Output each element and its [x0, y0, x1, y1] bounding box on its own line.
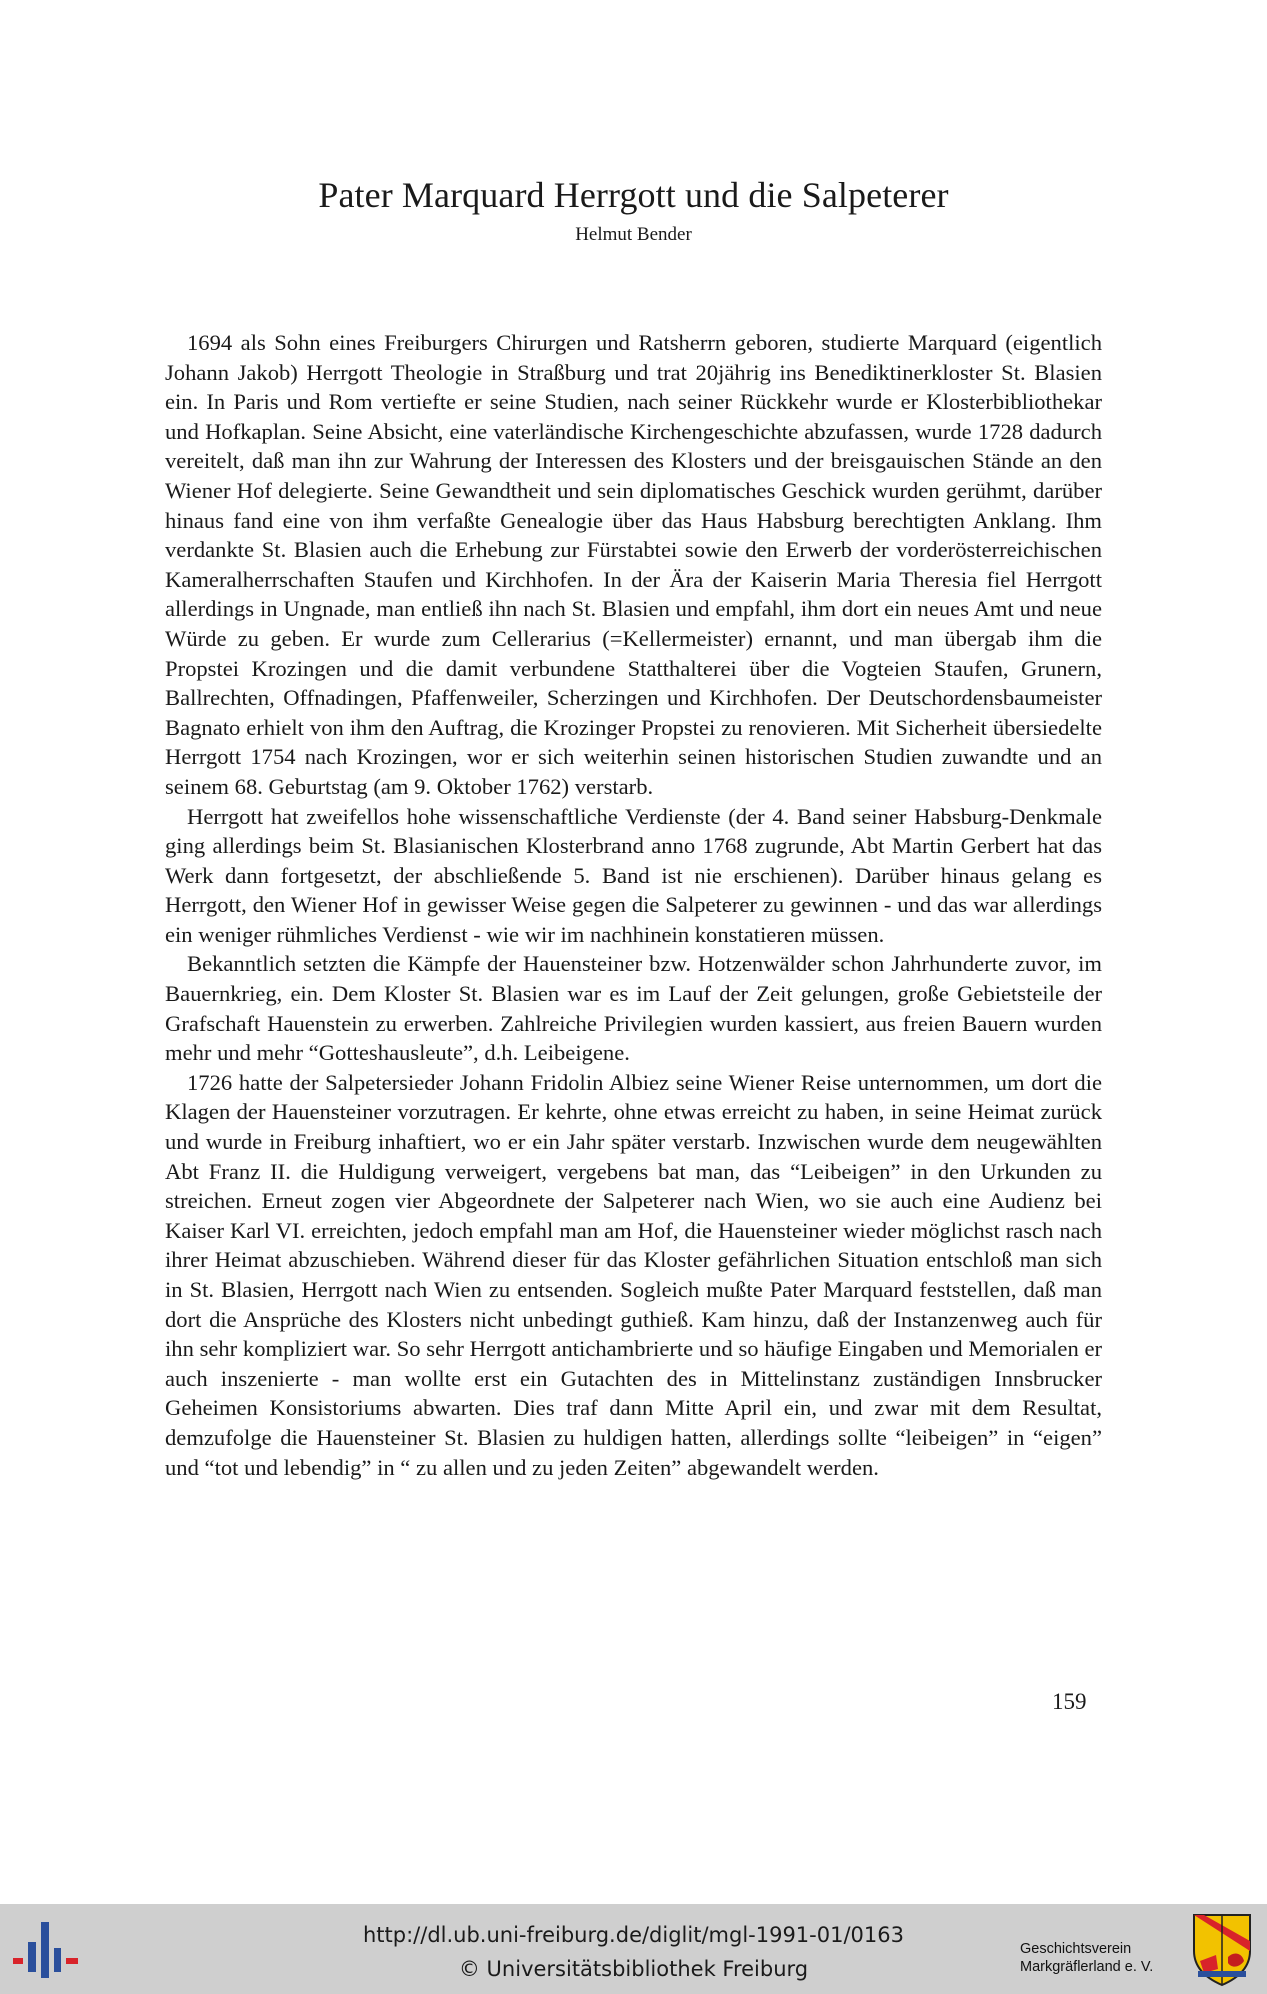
coat-of-arms-icon	[1190, 1911, 1254, 1987]
society-name-line1: Geschichtsverein	[1020, 1941, 1132, 1957]
society-name-line2: Markgräflerland e. V.	[1020, 1959, 1154, 1975]
paragraph-3: Bekanntlich setzten die Kämpfe der Hauensteiner bzw. Hotzenwälder schon Jahrhunderte zuvor, im Bauernkrieg, ein. Dem Kloster St. Blasien war es im Lauf der Zeit gelungen, große Gebietsteile der Grafschaft Hauenstein zu erwerben. Zahlreiche Privilegien wurden kassiert, aus freien Bauern wurden mehr und mehr “Gotteshausleute”, d.h. Leibeigene.	[165, 951, 1102, 1066]
page-number: 159	[1052, 1689, 1087, 1714]
paragraph-1: 1694 als Sohn eines Freiburgers Chirurgen und Ratsherrn geboren, studierte Marquard (eigentlich Johann Jakob) Herrgott Theologie in Straßburg und trat 20jährig ins Benediktinerkloster St. Blasien ein. In Paris und Rom vertiefte er seine Studien, nach seiner Rückkehr wurde er Klosterbibliothekar und Hofkaplan. Seine Absicht, eine vaterländische Kirchengeschichte abzufassen, wurde 1728 dadurch vereitelt, daß man ihn zur Wahrung der Interessen des Klosters und der breisgauischen Stände an den Wiener Hof delegierte. Seine Gewandtheit und sein diplomatisches Geschick wurden gerühmt, darüber hinaus fand eine von ihm verfaßte Genealogie über das Haus Habsburg berechtigten Anklang. Ihm verdankte St. Blasien auch die Erhebung zur Fürstabtei sowie den Erwerb der vorderösterreichischen Kameralherrschaften Staufen und Kirchhofen. In der Ära der Kaiserin Maria Theresia fiel Herrgott allerdings in Ungnade, man entließ ihn nach St. Blasien und empfahl, ihm dort ein neues Amt und neue Würde zu geben. Er wurde zum Cellerarius (=Kellermeister) ernannt, und man übergab ihm die Propstei Krozingen und die damit verbundene Statthalterei über die Vogteien Staufen, Grunern, Ballrechten, Offnadingen, Pfaffenweiler, Scherzingen und Kirchhofen. Der Deutschordensbaumeister Bagnato erhielt von ihm den Auftrag, die Krozinger Propstei zu renovieren. Mit Sicherheit übersiedelte Herrgott 1754 nach Krozingen, wor er sich weiterhin seinen historischen Studien zuwandte und an seinem 68. Geburtstag (am 9. Oktober 1762) verstarb.	[165, 330, 1102, 799]
article-author: Helmut Bender	[575, 224, 692, 245]
paragraph-2: Herrgott hat zweifellos hohe wissenschaftliche Verdienste (der 4. Band seiner Habsburg-Denkmale ging allerdings beim St. Blasianischen Klosterbrand anno 1768 zugrunde, Abt Martin Gerbert hat das Werk dann fortgesetzt, der abschließende 5. Band ist nie erschienen). Darüber hinaus gelang es Herrgott, den Wiener Hof in gewisser Weise gegen die Salpeterer zu gewinnen - und das war allerdings ein weniger rühmliches Verdienst - wie wir im nachhinein konstatieren müssen.	[165, 803, 1102, 947]
article-body	[165, 328, 1102, 1482]
source-url-link[interactable]: http://dl.ub.uni-freiburg.de/diglit/mgl-1991-01/0163	[362, 1923, 904, 1947]
article-title: Pater Marquard Herrgott und die Salpeterer	[318, 175, 949, 215]
society-name	[1020, 1940, 1185, 1976]
paragraph-4: 1726 hatte der Salpetersieder Johann Fridolin Albiez seine Wiener Reise unternommen, um dort die Klagen der Hauensteiner vorzutragen. Er kehrte, ohne etwas erreicht zu haben, in seine Heimat zurück und wurde in Freiburg inhaftiert, wo er ein Jahr später verstarb. Inzwischen wurde dem neugewählten Abt Franz II. die Huldigung verweigert, vergebens bat man, das “Leibeigen” in den Urkunden zu streichen. Erneut zogen vier Abgeordnete der Salpeterer nach Wien, wo sie auch eine Audienz bei Kaiser Karl VI. erreichten, jedoch empfahl man am Hof, die Hauensteiner wieder möglichst rasch nach ihrer Heimat abzuschieben. Während dieser für das Kloster gefährlichen Situation entschloß man sich in St. Blasien, Herrgott nach Wien zu entsenden. Sogleich mußte Pater Marquard feststellen, daß man dort die Ansprüche des Klosters nicht unbedingt guthieß. Kam hinzu, daß der Instanzenweg auch für ihn sehr kompliziert war. So sehr Herrgott antichambrierte und so häufige Eingaben und Memorialen er auch inszenierte - man wollte erst ein Gutachten des in Mittelinstanz zuständigen Innsbrucker Geheimen Konsistoriums abwarten. Dies traf dann Mitte April ein, und zwar mit dem Resultat, demzufolge die Hauensteiner St. Blasien zu huldigen hatten, allerdings sollte “leibeigen” in “eigen” und “tot und lebendig” in “ zu allen und zu jeden Zeiten” abgewandelt werden.	[165, 1069, 1102, 1480]
copyright-text: © Universitätsbibliothek Freiburg	[458, 1957, 809, 1981]
